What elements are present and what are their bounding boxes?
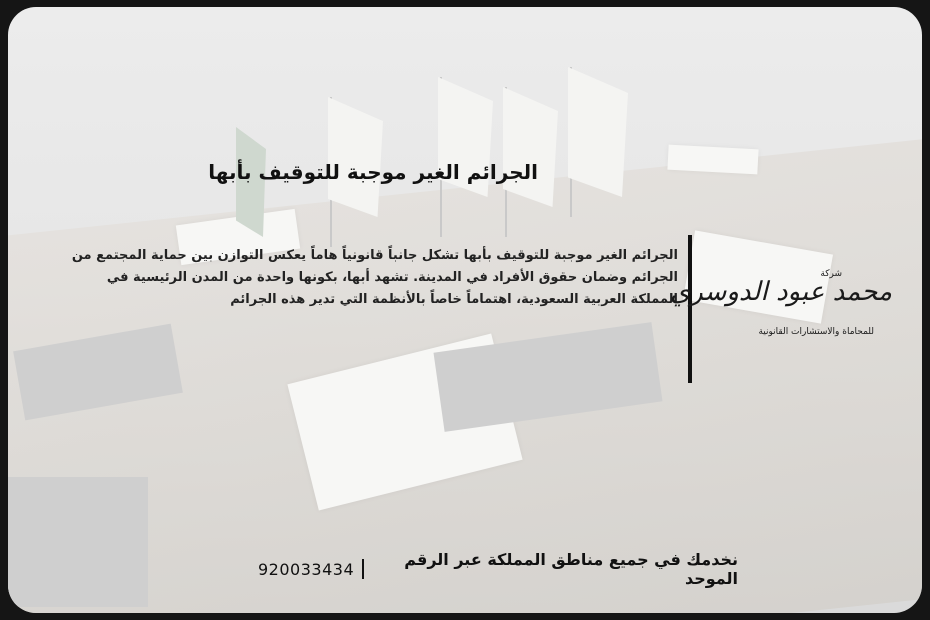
background-flag [328,97,383,217]
footer-separator [362,559,364,579]
footer-text: نخدمك في جميع مناطق المملكة عبر الرقم الموحد [404,550,738,588]
background-flag [568,67,628,197]
background-pad [8,477,148,607]
background-flag [503,87,558,207]
footer-contact [258,550,738,588]
page-title: الجرائم الغير موجبة للتوقيف بأبها [208,160,538,184]
logo-subtitle: للمحاماة والاستشارات القانونية [758,327,874,337]
background-paper [667,145,758,175]
banner-card [8,7,922,613]
article-body: الجرائم الغير موجبة للتوقيف بأبها تشكل جانباً قانونياً هاماً يعكس التوازن بين حماية المجتمع من الجرائم وضمان حقوق الأفراد في المدينة. تشهد أبها، بكونها واحدة من المدن الرئيسية في المملكة العربية السعودية، اهتماماً خاصاً بالأنظمة التي تدير هذه الجرائم [71,248,678,307]
vertical-divider [688,235,692,383]
logo-top-word: شركة [820,269,842,279]
logo-name: محمد عبود الدوسري [669,277,892,307]
phone-number[interactable]: 920033434 [258,559,355,579]
company-logo [669,269,900,349]
